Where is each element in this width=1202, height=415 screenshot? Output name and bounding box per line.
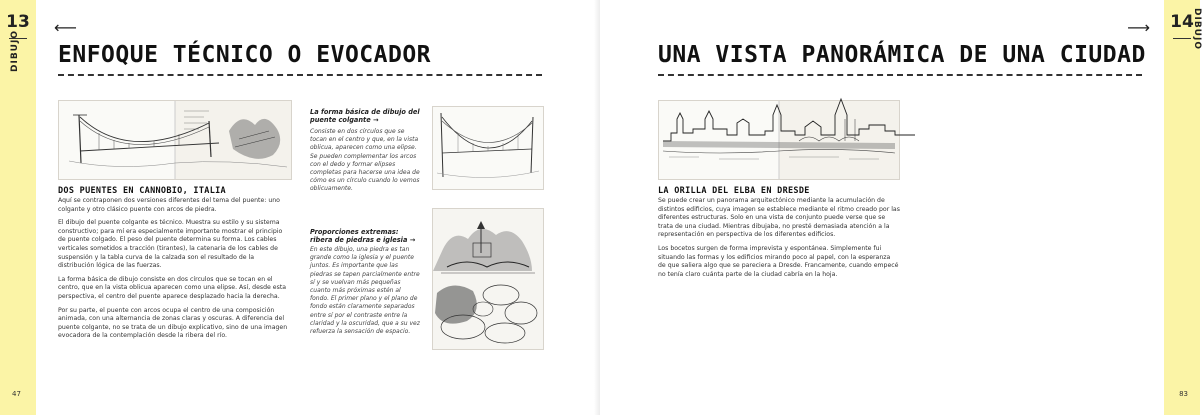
caption-suspension-title: La forma básica de dibujo del puente colgante → bbox=[310, 108, 420, 125]
dresden-panorama-sketch bbox=[658, 100, 900, 180]
left-subheading: DOS PUENTES EN CANNOBIO, ITALIA bbox=[58, 186, 226, 196]
right-page bbox=[600, 0, 1200, 415]
left-page-title: ENFOQUE TÉCNICO O EVOCADOR bbox=[58, 42, 432, 68]
left-paragraph: Por su parte, el puente con arcos ocupa el centro de una composición animada, con una alternancia de zonas claras y oscuras. A diferencia del puente colgante, no se trata de un dibujo explicativo, sino de una imagen evocadora de la contemplación desde la ribera del río. bbox=[58, 306, 288, 340]
left-paragraph: La forma básica de dibujo consiste en dos círculos que se tocan en el centro, que en la vista oblicua aparecen como una elipse. Así, desde esta perspectiva, el centro del puente aparece desplazado hacia la derecha. bbox=[58, 275, 287, 300]
left-page-number: 47 bbox=[12, 390, 21, 398]
right-chapter-number: 14 bbox=[1170, 12, 1194, 32]
stone-bank-church-drawing bbox=[433, 209, 543, 349]
right-paragraph: Se puede crear un panorama arquitectónico mediante la acumulación de distintos edificios, cuya imagen se establece mediante el ritmo creado por las diferentes estructuras. Solo en una vista de conjunto puede verse que se trata de una ciudad. Mientras dibujaba, no presté demasiada atención a la representación en perspectiva de los diferentes edificios. bbox=[658, 197, 900, 239]
caption-stone-bank-title: Proporciones extremas: ribera de piedras e iglesia → bbox=[310, 228, 416, 245]
caption-stone-bank-text: En este dibujo, una piedra es tan grande como la iglesia y el puente juntos. Es importante que las piedras se tapen parcialmente entre sí y se vuelvan más pequeñas cuanto más próximas estén al fondo. El primer plano y el plano de fondo están claramente separados entre sí por el contraste entre la claridad y la oscuridad, que a su vez refuerza la sensación de espacio. bbox=[310, 246, 420, 336]
right-title-underline bbox=[658, 74, 1142, 76]
right-chapter-strip bbox=[1164, 0, 1200, 415]
left-section-label: DIBUJO bbox=[10, 30, 20, 72]
right-subheading: LA ORILLA DEL ELBA EN DRESDE bbox=[658, 186, 810, 196]
left-paragraph: El dibujo del puente colgante es técnico. Muestra su estilo y su sistema constructivo; para mí era especialmente importante mostrar el principio de puente colgado. El peso del puente determina su forma. Los cables verticales sometidos a tracción (tirantes), la catenaria de los cables de suspensión y la tabla curva de la calzada son el resultado de la distribución lógica de las fuerzas. bbox=[58, 219, 283, 270]
right-body-text bbox=[658, 197, 900, 284]
right-strip-divider bbox=[1173, 38, 1191, 39]
left-paragraph: Aquí se contraponen dos versiones diferentes del tema del puente: uno colgante y otro clásico puente con arcos de piedra. bbox=[58, 197, 280, 213]
next-page-arrow-icon[interactable]: ⟶ bbox=[1127, 18, 1150, 37]
suspension-bridge-drawing bbox=[59, 101, 291, 179]
left-page bbox=[0, 0, 600, 415]
caption-suspension-text: Consiste en dos círculos que se tocan en el centro y que, en la vista oblicua, aparecen como una elipse. Se pueden complementar los arcos con el dedo y formar elipses completas para hacerse una idea de cómo es un círculo cuando lo vemos oblicuamente. bbox=[310, 128, 420, 193]
right-paragraph: Los bocetos surgen de forma imprevista y espontánea. Simplemente fui situando las formas y los edificios mirando poco al papel, con la esperanza de que saliera algo que se pareciera a Dresde. Francamente, cuando empecé no tenía claro cuánta parte de la ciudad cabría en la hoja. bbox=[658, 244, 899, 278]
prev-page-arrow-icon[interactable]: ⟵ bbox=[54, 18, 77, 37]
right-page-title: UNA VISTA PANORÁMICA DE UNA CIUDAD bbox=[658, 42, 1146, 68]
right-section-label: DIBUJO bbox=[1192, 8, 1202, 50]
left-body-text bbox=[58, 197, 290, 346]
left-title-underline bbox=[58, 74, 542, 76]
dresden-panorama-drawing bbox=[659, 101, 899, 179]
suspension-bridge-sketch bbox=[58, 100, 292, 180]
left-chapter-number: 13 bbox=[6, 12, 30, 32]
stone-bank-church-sketch bbox=[432, 208, 544, 350]
bridge-ellipse-drawing bbox=[433, 107, 543, 189]
bridge-ellipse-sketch bbox=[432, 106, 544, 190]
right-page-number: 83 bbox=[1179, 390, 1188, 398]
